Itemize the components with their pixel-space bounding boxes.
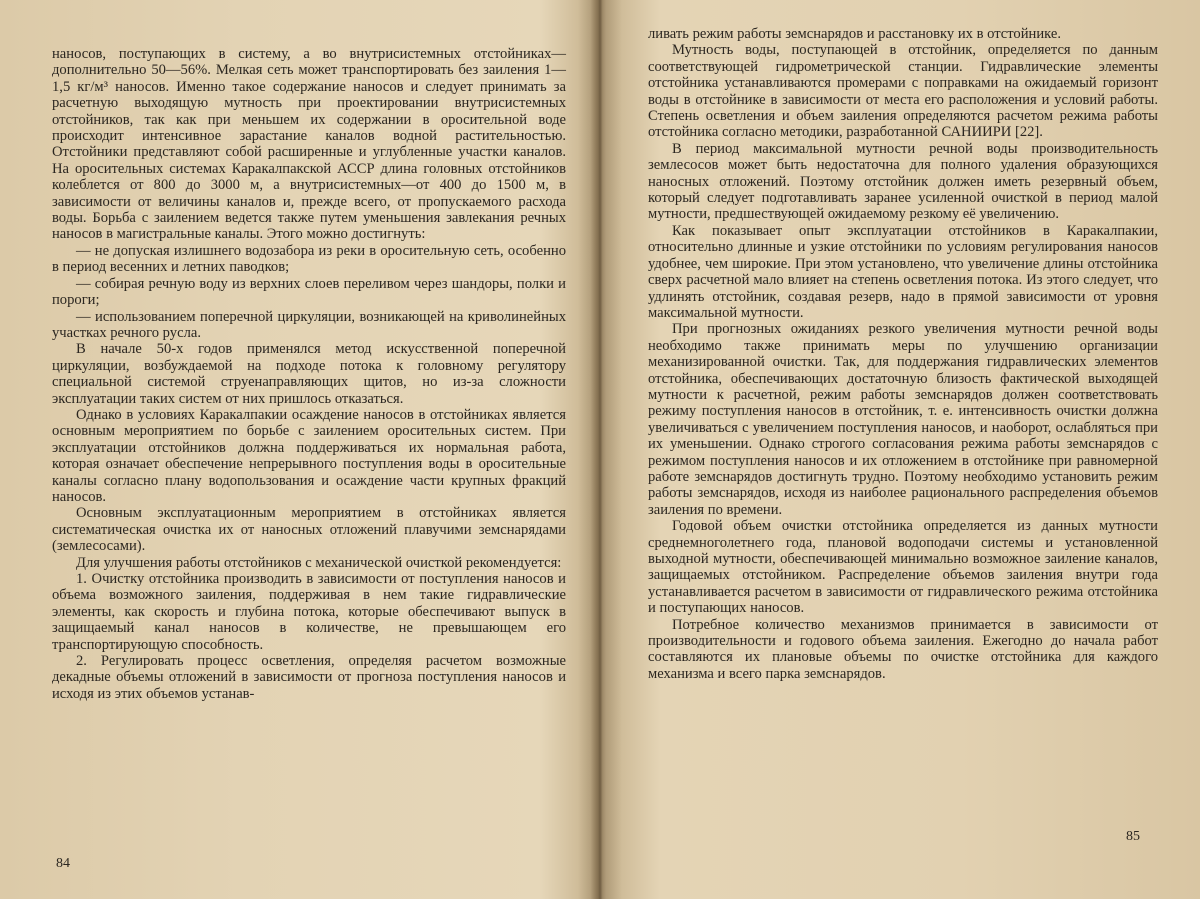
left-page-text (52, 46, 566, 702)
paragraph: В период максимальной мутности речной воды производительность землесосов может быть недостаточна для полного удаления образующихся наносных отложений. Поэтому отстойник должен иметь резервный объем, который следует подготавливать заранее усиленной очисткой в период малой мутности, предшествующей ожидаемому резкому её увеличению. (648, 140, 1158, 223)
right-page (600, 0, 1200, 899)
left-page (0, 0, 598, 899)
paragraph: В начале 50-х годов применялся метод искусственной поперечной циркуляции, возбуждаемой на подходе потока к головному регулятору специальной системой струенаправляющих щитов, но из-за сложности эксплуатации таких систем от них пришлось отказаться. (52, 341, 566, 407)
paragraph: — не допуская излишнего водозабора из реки в оросительную сеть, особенно в период весенних и летних паводков; (52, 242, 566, 276)
paragraph: Годовой объем очистки отстойника определяется из данных мутности среднемноголетнего года, плановой водоподачи системы и установленной выходной мутности, обеспечивающей минимально возможное заиление каналов, защищаемых отстойником. Распределение объемов заиления внутри года устанавливается расчетом в зависимости от гидравлического режима отстойника и поступающих наносов. (648, 518, 1158, 617)
paragraph: 1. Очистку отстойника производить в зависимости от поступления наносов и объема возможного заиления, поддерживая в нем такие гидравлические элементы, как скорость и глубина потока, которые обеспечивают выпуск в защищаемый канал наносов в количестве, не превышающем его транспортирующую способность. (52, 571, 566, 653)
page-number: 85 (1126, 829, 1140, 844)
paragraph: Основным эксплуатационным мероприятием в отстойниках является систематическая очистка их от наносных отложений плавучими земснарядами (землесосами). (52, 505, 566, 555)
paragraph: Однако в условиях Каракалпакии осаждение наносов в отстойниках является основным мероприятием по борьбе с заилением оросительных систем. При эксплуатации отстойников должна поддерживаться их нормальная работа, которая означает обеспечение непрерывного поступления воды в оросительные каналы согласно плану водопользования и осаждение части крупных фракций наносов. (52, 406, 566, 505)
paragraph: 2. Регулировать процесс осветления, определяя расчетом возможные декадные объемы отложений в зависимости от прогноза поступления наносов и исходя из этих объемов устанав- (52, 653, 566, 702)
right-page-text (648, 26, 1158, 682)
paragraph: — собирая речную воду из верхних слоев переливом через шандоры, полки и пороги; (52, 275, 566, 309)
paragraph: наносов, поступающих в систему, а во внутрисистемных отстойниках—дополнительно 50—56%. Мелкая сеть может транспортировать без заиления 1—1,5 кг/м³ наносов. Именно такое содержание наносов и следует принимать за расчетную выходящую мутность при проектировании внутрисистемных отстойников, так как при меньшем их содержании в оросительной воде происходит интенсивное зарастание каналов водной растительностью. Отстойники представляют собой расширенные и углубленные участки каналов. На оросительных системах Каракалпакской АССР длина головных отстойников колеблется от 800 до 3000 м, а внутрисистемных—от 400 до 1500 м, в зависимости от величины каналов и, прежде всего, от пропускаемого расхода воды. Борьба с заилением ведется также путем уменьшения завлекания речных наносов в магистральные каналы. Этого можно достигнуть: (52, 46, 566, 243)
page-number: 84 (56, 856, 70, 871)
paragraph: Потребное количество механизмов принимается в зависимости от производительности и годового объема заиления. Ежегодно до начала работ составляются их плановые объемы по очистке отстойника для каждого механизма и всего парка земснарядов. (648, 616, 1158, 682)
paragraph: Как показывает опыт эксплуатации отстойников в Каракалпакии, относительно длинные и узкие отстойники по условиям регулирования наносов удобнее, чем широкие. При этом установлено, что увеличение длины отстойника сверх расчетной мало влияет на степень осветления потока. Из этого следует, что удлинять отстойник, создавая резерв, надо в прямой зависимости от уровня максимальной мутности. (648, 222, 1158, 321)
paragraph: — использованием поперечной циркуляции, возникающей на криволинейных участках речного русла. (52, 308, 566, 341)
paragraph: Для улучшения работы отстойников с механической очисткой рекомендуется: (76, 554, 562, 571)
paragraph: ливать режим работы земснарядов и расстановку их в отстойнике. (648, 26, 1062, 42)
paragraph: При прогнозных ожиданиях резкого увеличения мутности речной воды необходимо также принимать меры по улучшению организации механизированной очистки. Так, для поддержания гидравлических элементов отстойника, обеспечивающих достаточную близость фактической выходящей мутности к расчетной, режим работы земснарядов должен соответствовать режиму поступления наносов в отстойник, т. е. интенсивность очистки должна увеличиваться с увеличением поступления наносов, и наоборот, ослабляться при их уменьшении. Однако строгого согласования режима работы земснарядов с режимом поступления наносов и их отложением в отстойнике при равномерной работе земснарядов достигнуть трудно. Поэтому необходимо установить режим работы земснарядов, исходя из наиболее рационального распределения объемов заиления по времени. (648, 321, 1158, 518)
paragraph: Мутность воды, поступающей в отстойник, определяется по данным соответствующей гидрометрической станции. Гидравлические элементы отстойника устанавливаются промерами с поправками на ожидаемый горизонт воды в отстойнике в зависимости от места его расположения и условий работы. Степень осветления и объем заиления определяются расчетом режима работы отстойника согласно методики, разработанной САНИИРИ [22]. (648, 42, 1158, 141)
